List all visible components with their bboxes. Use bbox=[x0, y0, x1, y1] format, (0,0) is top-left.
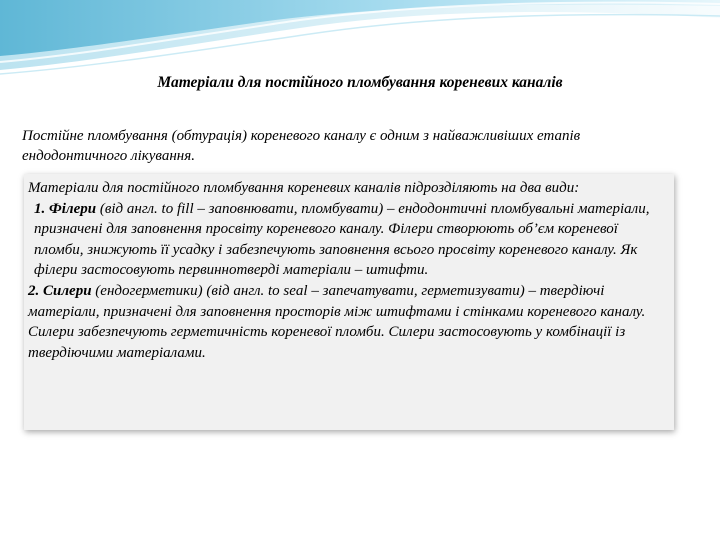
intro-paragraph: Постійне пломбування (обтурація) кореневого каналу є одним з найважливіших етапів ендодонтичного лікування. bbox=[22, 128, 581, 164]
sealers-paragraph bbox=[28, 281, 668, 363]
fillers-term: Філери bbox=[49, 200, 97, 217]
fillers-text: (від англ. to fill – заповнювати, пломбувати) – ендодонтичні пломбувальні матеріали, призначені для заповнення просвіту кореневого каналу. Філери створюють об’єм кореневої пломби, знижують її усадку і забезпечують заповнення всього просвіту кореневого каналу. Як філери застосовують первиннотверді матеріали – штифти. bbox=[34, 200, 650, 279]
content-text bbox=[28, 178, 668, 363]
sealers-text: (ендогерметики) (від англ. to seal – запечатувати, герметизувати) – твердіючі матеріали, призначені для заповнення просторів між штифтами і стінками кореневого каналу. Силери забезпечують герметичність кореневої пломби. Силери застосовують у комбінації із твердіючими матеріалами. bbox=[28, 282, 646, 361]
fillers-paragraph bbox=[28, 199, 668, 281]
slide-title: Матеріали для постійного пломбування кореневих каналів bbox=[157, 74, 563, 91]
sealers-number: 2. bbox=[28, 282, 40, 299]
fillers-number: 1. bbox=[34, 200, 46, 217]
header-wave-decoration bbox=[0, 0, 720, 120]
content-box bbox=[24, 174, 674, 430]
lead-paragraph: Матеріали для постійного пломбування кореневих каналів підрозділяють на два види: bbox=[28, 180, 580, 196]
sealers-term: Силери bbox=[43, 282, 92, 299]
